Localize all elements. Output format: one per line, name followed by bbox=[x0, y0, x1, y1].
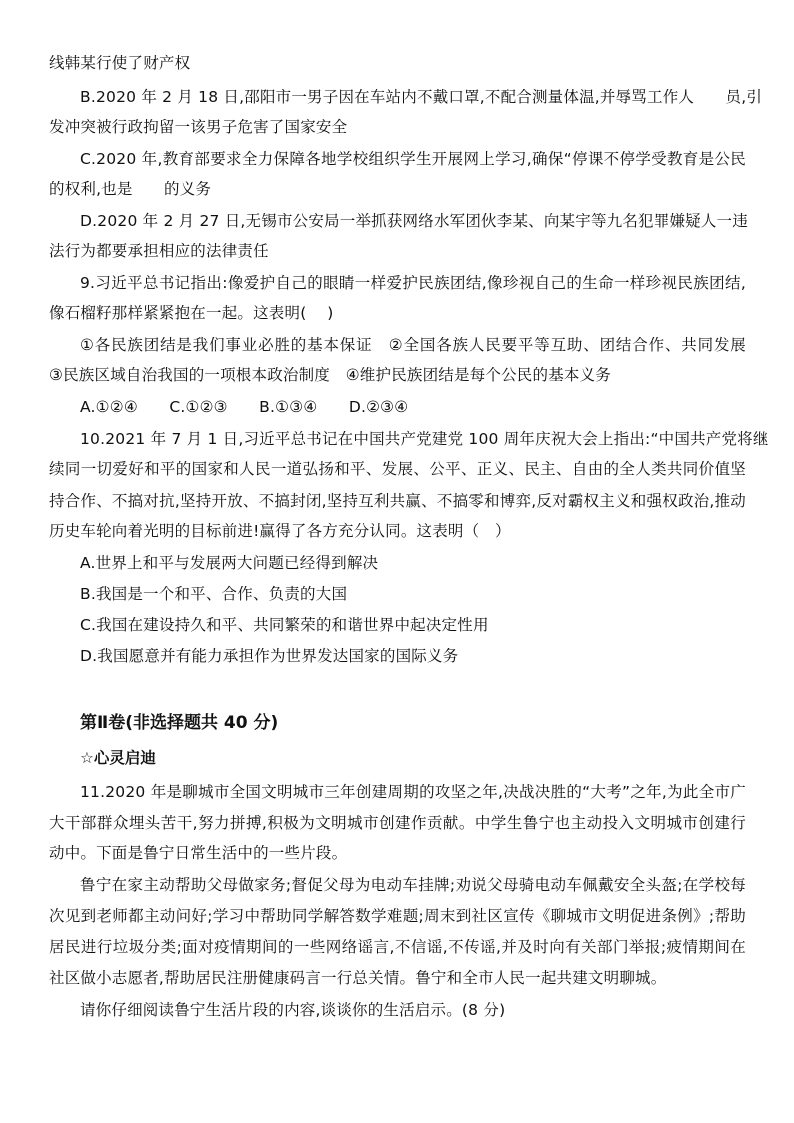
q11-passage-line2: 次见到老师都主动问好;学习中帮助同学解答数学难题;周末到社区宣传《聊城市文明促进条例》;帮助 bbox=[49, 907, 746, 925]
q8-option-c-line1: C.2020 年,教育部要求全力保障各地学校组织学生开展网上学习,确保“停课不停学受教育是公民 bbox=[80, 150, 746, 168]
q11-stem-line3: 动中。下面是鲁宁日常生活中的一些片段。 bbox=[49, 844, 348, 862]
q10-option-b: B.我国是一个和平、合作、负责的大国 bbox=[80, 585, 348, 603]
q8-option-b-line1: B.2020 年 2 月 18 日,邵阳市一男子因在车站内不戴口罩,不配合测量体温,并辱骂工作人 员,引 bbox=[80, 88, 763, 106]
q9-stem-line1: 9.习近平总书记指出:像爱护自己的眼睛一样爱护民族团结,像珍视自己的生命一样珍视民族团结, bbox=[80, 274, 746, 292]
q9-stem-line2: 像石榴籽那样紧紧抱在一起。这表明( ) bbox=[49, 304, 334, 322]
subsection-title: ☆心灵启迪 bbox=[80, 749, 156, 767]
q11-prompt: 请你仔细阅读鲁宁生活片段的内容,谈谈你的生活启示。(8 分) bbox=[80, 1001, 506, 1019]
q9-statements-line1: ①各民族团结是我们事业必胜的基本保证 ②全国各族人民要平等互助、团结合作、共同发展 bbox=[80, 336, 746, 354]
q10-stem-line4: 历史车轮向着光明的目标前进!赢得了各方充分认同。这表明（ ） bbox=[49, 522, 511, 540]
q8-option-b-line2: 发冲突被行政拘留一该男子危害了国家安全 bbox=[49, 118, 348, 136]
q10-stem-line1: 10.2021 年 7 月 1 日,习近平总书记在中国共产党建党 100 周年庆祝大会上指出:“中国共产党将继 bbox=[80, 430, 769, 448]
q11-stem-line1: 11.2020 年是聊城市全国文明城市三年创建周期的攻坚之年,决战决胜的“大考”之年,为此全市广 bbox=[80, 783, 746, 801]
q11-passage-line4: 社区做小志愿者,帮助居民注册健康码言一行总关情。鲁宁和全市人民一起共建文明聊城。 bbox=[49, 969, 667, 987]
q11-passage-line1: 鲁宁在家主动帮助父母做家务;督促父母为电动车挂牌;劝说父母骑电动车佩戴安全头盔;在学校每 bbox=[80, 876, 746, 894]
q10-option-d: D.我国愿意并有能力承担作为世界发达国家的国际义务 bbox=[80, 647, 459, 665]
q8-option-d-line2: 法行为都要承担相应的法律责任 bbox=[49, 242, 269, 260]
q10-option-a: A.世界上和平与发展两大问题已经得到解决 bbox=[80, 554, 379, 572]
q10-stem-line3: 持合作、不搞对抗,坚持开放、不搞封闭,坚持互利共赢、不搞零和博弈,反对霸权主义和强权政治,推动 bbox=[49, 492, 746, 510]
section-title: 第Ⅱ卷(非选择题共 40 分) bbox=[80, 713, 279, 733]
q10-option-c: C.我国在建设持久和平、共同繁荣的和谐世界中起决定性用 bbox=[80, 616, 489, 634]
q10-stem-line2: 续同一切爱好和平的国家和人民一道弘扬和平、发展、公平、正义、民主、自由的全人类共同价值坚 bbox=[49, 460, 746, 478]
q11-passage-line3: 居民进行垃圾分类;面对疫情期间的一些网络谣言,不信谣,不传谣,并及时向有关部门举报;疲情期间在 bbox=[49, 938, 746, 956]
q9-statements-line2: ③民族区域自治我国的一项根本政治制度 ④维护民族团结是每个公民的基本义务 bbox=[49, 366, 611, 384]
q8-option-a-continued: 线韩某行使了财产权 bbox=[49, 54, 191, 72]
q11-stem-line2: 大干部群众埋头苦干,努力拼搏,积极为文明城市创建作贡献。中学生鲁宁也主动投入文明城市创建行 bbox=[49, 814, 746, 832]
q9-choices: A.①②④ C.①②③ B.①③④ D.②③④ bbox=[80, 398, 409, 416]
q8-option-d-line1: D.2020 年 2 月 27 日,无锡市公安局一举抓获网络水军团伙李某、向某宇等九名犯罪嫌疑人一违 bbox=[80, 212, 748, 230]
q8-option-c-line2: 的权利,也是 的义务 bbox=[49, 180, 212, 198]
